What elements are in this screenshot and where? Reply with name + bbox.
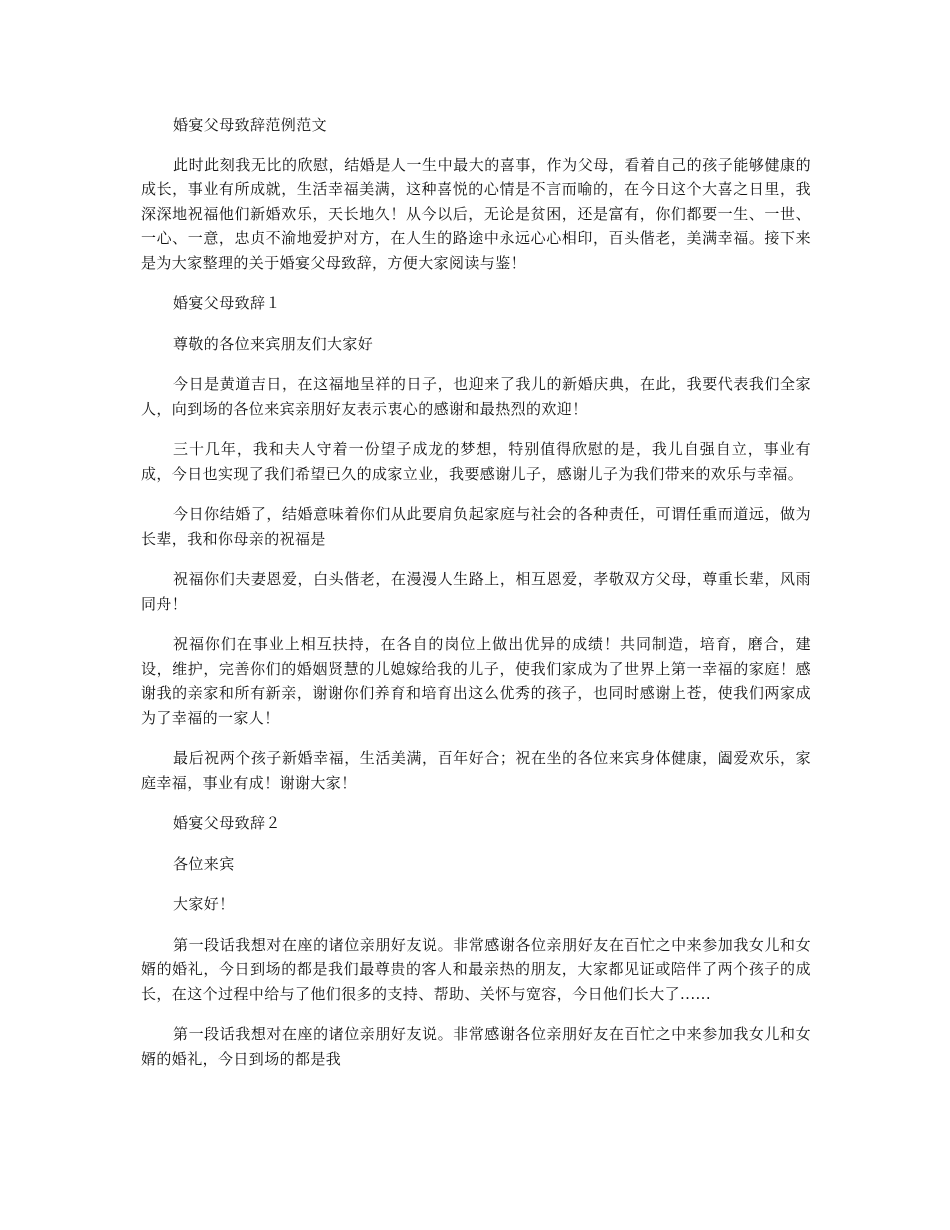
body-paragraph: 第一段话我想对在座的诸位亲朋好友说。非常感谢各位亲朋好友在百忙之中来参加我女儿和女婿的婚礼，今日到场的都是我们最尊贵的客人和最亲热的朋友，大家都见证或陪伴了两个孩子的成长，在这个过程中给与了他们很多的支持、帮助、关怀与宽容，今日他们长大了......: [141, 935, 811, 1003]
body-paragraph: 三十几年，我和夫人守着一份望子成龙的梦想，特别值得欣慰的是，我儿自强自立，事业有成，今日也实现了我们希望已久的成家立业，我要感谢儿子，感谢儿子为我们带来的欢乐与幸福。: [141, 440, 811, 483]
body-paragraph: 最后祝两个孩子新婚幸福，生活美满，百年好合；祝在坐的各位来宾身体健康，阖爱欢乐，家庭幸福，事业有成！谢谢大家！: [141, 749, 811, 792]
greeting-line: 各位来宾: [173, 854, 235, 873]
greeting-line: 尊敬的各位来宾朋友们大家好: [173, 334, 374, 353]
body-paragraph: 祝福你们在事业上相互扶持，在各自的岗位上做出优异的成绩！共同制造，培育，磨合，建设，维护，完善你们的婚姻贤慧的儿媳嫁给我的儿子，使我们家成为了世界上第一幸福的家庭！感谢我的亲家和所有新亲，谢谢你们养育和培育出这么优秀的孩子，也同时感谢上苍，使我们两家成为了幸福的一家人！: [141, 635, 811, 727]
intro-paragraph: 此时此刻我无比的欣慰，结婚是人一生中最大的喜事，作为父母，看着自己的孩子能够健康的成长，事业有所成就，生活幸福美满，这种喜悦的心情是不言而喻的，在今日这个大喜之日里，我深深地祝福他们新婚欢乐，天长地久！从今以后，无论是贫困，还是富有，你们都要一生、一世、一心、一意，忠贞不渝地爱护对方，在人生的路途中永远心心相印，百头偕老，美满幸福。接下来是为大家整理的关于婚宴父母致辞，方便大家阅读与鉴！: [141, 155, 811, 272]
body-paragraph: 祝福你们夫妻恩爱，白头偕老，在漫漫人生路上，相互恩爱，孝敬双方父母，尊重长辈，风雨同舟！: [141, 570, 811, 613]
greeting-line: 大家好！: [173, 895, 235, 913]
document-title: 婚宴父母致辞范例范文: [173, 116, 328, 134]
section-heading-2: 婚宴父母致辞２: [173, 814, 281, 832]
body-paragraph: 今日是黄道吉日，在这福地呈祥的日子，也迎来了我儿的新婚庆典，在此，我要代表我们全家人，向到场的各位来宾亲朋好友表示衷心的感谢和最热烈的欢迎！: [141, 375, 811, 418]
document-page: [141, 113, 811, 1087]
body-paragraph: 第一段话我想对在座的诸位亲朋好友说。非常感谢各位亲朋好友在百忙之中来参加我女儿和女婿的婚礼，今日到场的都是我: [141, 1025, 811, 1068]
section-heading-1: 婚宴父母致辞１: [173, 294, 281, 312]
body-paragraph: 今日你结婚了，结婚意味着你们从此要肩负起家庭与社会的各种责任，可谓任重而道远，做为长辈，我和你母亲的祝福是: [141, 505, 811, 548]
